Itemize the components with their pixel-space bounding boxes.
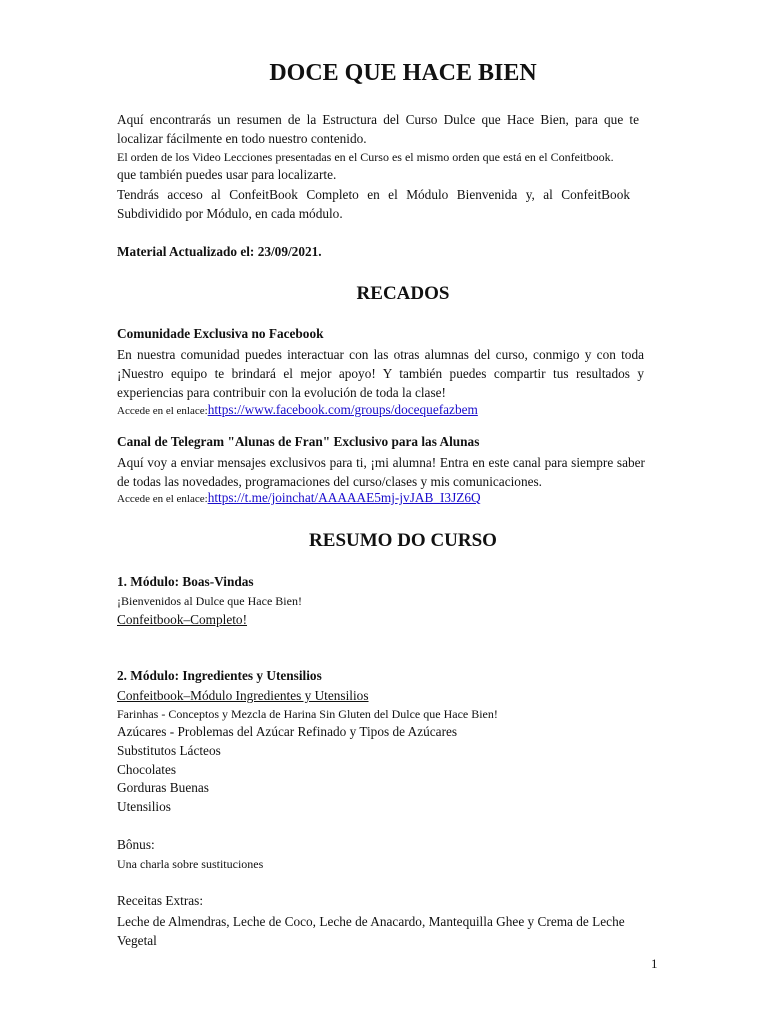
extras-item: Leche de Almendras, Leche de Coco, Leche de Anacardo, Mantequilla Ghee y Crema de Leche Vegetal: [117, 914, 625, 948]
facebook-access-label: Accede en el enlace:: [117, 405, 208, 417]
telegram-access-label: Accede en el enlace:: [117, 493, 208, 505]
module1-welcome: ¡Bienvenidos al Dulce que Hace Bien!: [117, 594, 302, 608]
recados-heading: RECADOS: [356, 283, 450, 304]
resumo-heading: RESUMO DO CURSO: [309, 530, 497, 551]
facebook-title: Comunidade Exclusiva no Facebook: [117, 326, 324, 341]
bonus-label: Bônus:: [117, 837, 155, 852]
facebook-group-link[interactable]: https://www.facebook.com/groups/docequefazbem: [207, 402, 478, 417]
telegram-body: Aquí voy a enviar mensajes exclusivos para ti, ¡mi alumna! Entra en este canal para siempre saber de todas las novedades, programaciones del curso/clases y mis comunicaciones.: [117, 455, 645, 489]
facebook-access-line: [117, 401, 478, 419]
module1-confeitbook-link[interactable]: Confeitbook–Completo!: [117, 612, 248, 627]
intro-paragraph-2b: que también puedes usar para localizarte.: [117, 167, 337, 182]
page-number: 1: [651, 956, 658, 971]
intro-paragraph-1: Aquí encontrarás un resumen de la Estructura del Curso Dulce que Hace Bien, para que te localizar fácilmente en todo nuestro contenido.: [117, 112, 639, 146]
facebook-body: En nuestra comunidad puedes interactuar con las otras alumnas del curso, conmigo y con toda ¡Nuestro equipo te brindará el mejor apoyo! Y también puedes compartir tus resultados y experiencias para contribuir con la evolución de toda la clase!: [117, 347, 644, 400]
module2-item: Farinhas - Conceptos y Mezcla de Harina Sin Gluten del Dulce que Hace Bien!: [117, 707, 498, 721]
intro-paragraph-2a: El orden de los Video Lecciones presentadas en el Curso es el mismo orden que está en el Confeitbook.: [117, 150, 614, 164]
telegram-title: Canal de Telegram "Alunas de Fran" Exclusivo para las Alunas: [117, 434, 480, 449]
intro-paragraph-3: Tendrás acceso al ConfeitBook Completo en el Módulo Bienvenida y, al ConfeitBook Subdividido por Módulo, en cada módulo.: [117, 187, 630, 221]
document-title: DOCE QUE HACE BIEN: [269, 60, 537, 86]
module2-confeitbook-link[interactable]: Confeitbook–Módulo Ingredientes y Utensilios: [117, 688, 369, 703]
extras-label: Receitas Extras:: [117, 893, 204, 908]
module2-item: Substitutos Lácteos: [117, 743, 221, 758]
module1-title: 1. Módulo: Boas-Vindas: [117, 574, 254, 589]
module2-item: Azúcares - Problemas del Azúcar Refinado y Tipos de Azúcares: [117, 724, 458, 739]
module2-item: Chocolates: [117, 762, 177, 777]
updated-date: Material Actualizado el: 23/09/2021.: [117, 244, 322, 259]
telegram-access-line: [117, 489, 481, 507]
module2-item: Gorduras Buenas: [117, 780, 209, 795]
module2-item: Utensilios: [117, 799, 171, 814]
module2-title: 2. Módulo: Ingredientes y Utensilios: [117, 668, 322, 683]
bonus-item: Una charla sobre sustituciones: [117, 857, 264, 871]
telegram-channel-link[interactable]: https://t.me/joinchat/AAAAAE5mj-jvJAB_I3JZ6Q: [207, 490, 481, 505]
